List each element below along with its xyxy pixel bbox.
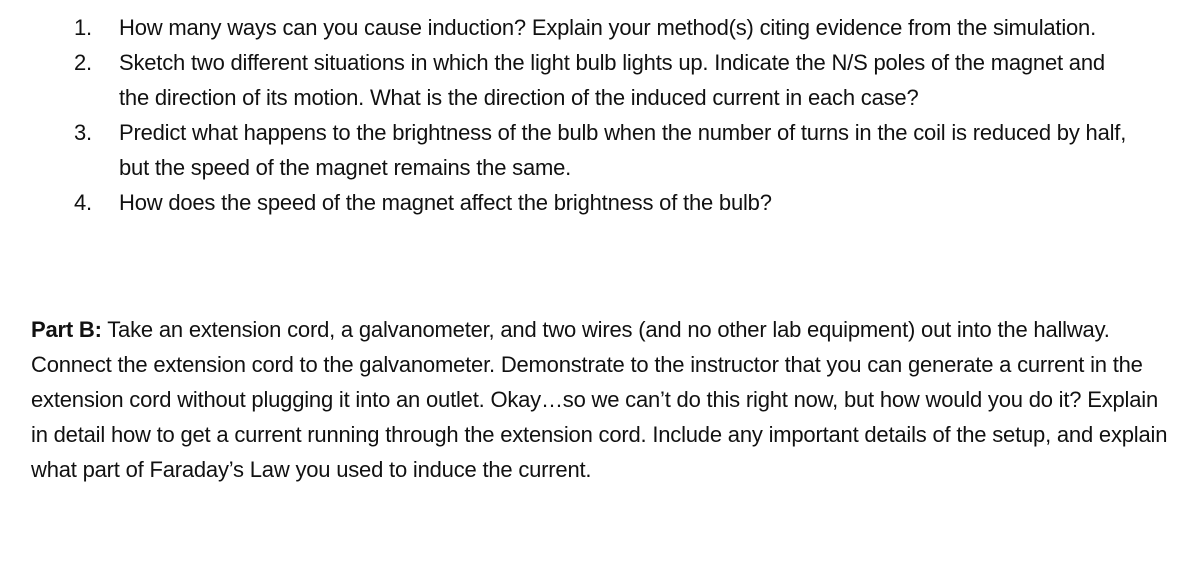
part-b-paragraph	[31, 312, 1171, 487]
question-text: How many ways can you cause induction? Explain your method(s) citing evidence from the simulation.	[119, 15, 1096, 40]
question-number: 4.	[74, 190, 92, 215]
part-b-text: Take an extension cord, a galvanometer, and two wires (and no other lab equipment) out into the hallway. Connect the extension cord to the galvanometer. Demonstrate to the instructor that you can generate a current in the extension cord without plugging it into an outlet. Okay…so we can’t do this right now, but how would you do it? Explain in detail how to get a current running through the extension cord. Include any important details of the setup, and explain what part of Faraday’s Law you used to induce the current.	[31, 317, 1168, 482]
question-text: Predict what happens to the brightness of the bulb when the number of turns in the coil is reduced by half, but the speed of the magnet remains the same.	[119, 120, 1127, 180]
question-number: 1.	[74, 15, 92, 40]
question-list	[74, 10, 1134, 220]
part-b-label: Part B:	[31, 317, 102, 342]
question-item	[74, 10, 1134, 45]
question-text: How does the speed of the magnet affect the brightness of the bulb?	[119, 190, 772, 215]
question-item	[74, 115, 1134, 185]
question-item	[74, 45, 1134, 115]
question-item	[74, 185, 1134, 220]
question-text: Sketch two different situations in which the light bulb lights up. Indicate the N/S poles of the magnet and the direction of its motion. What is the direction of the induced current in each case?	[119, 50, 1105, 110]
question-number: 3.	[74, 120, 92, 145]
question-number: 2.	[74, 50, 92, 75]
